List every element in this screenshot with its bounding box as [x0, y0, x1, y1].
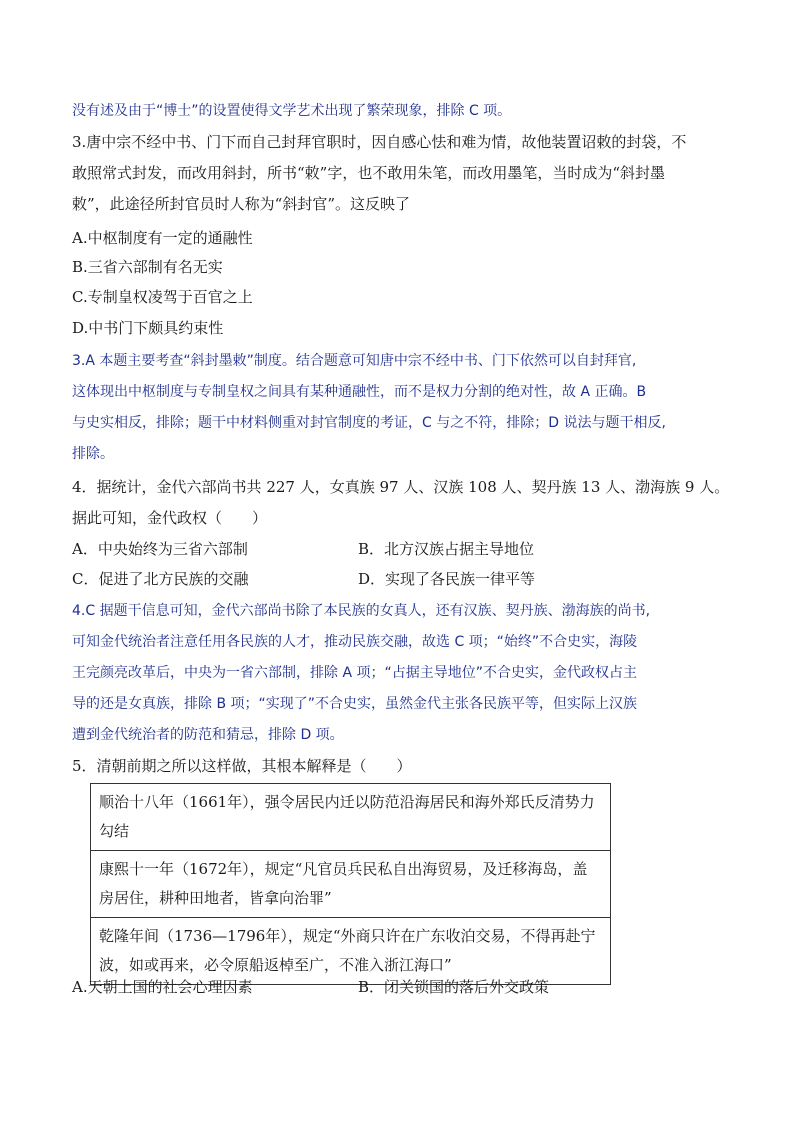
q4-option-b: B．北方汉族占据主导地位 [358, 540, 535, 558]
q4-option-d: D．实现了各民族一律平等 [358, 570, 536, 588]
q4-answer-line-3: 王完颜亮改革后，中央为一省六部制，排除 A 项；“占据主导地位”不合史实，金代政权占主 [72, 665, 637, 681]
q3-answer-line-3: 与史实相反，排除；题干中材料侧重对封官制度的考证，C 与之不符，排除；D 说法与题干相反, [72, 415, 666, 431]
q3-option-b: B.三省六部制有名无实 [72, 258, 223, 276]
q3-answer-line-2: 这体现出中枢制度与专制皇权之间具有某种通融性，而不是权力分割的绝对性，故 A 正确。B [72, 384, 647, 400]
q5-material-table [90, 783, 611, 985]
q4-options-row-2 [72, 568, 752, 590]
q5-options-row-1 [72, 976, 752, 998]
q5-table-cell-2: 康熙十一年（1672年），规定“凡官员兵民私自出海贸易，及迁移海岛，盖房居住，耕种田地者，皆拿向治罪” [91, 851, 611, 918]
table-row [91, 851, 611, 918]
q4-stem-line-2: 据此可知，金代政权（ ） [72, 509, 268, 527]
table-row [91, 784, 611, 851]
q3-stem-line-3: 敕”，此途径所封官员时人称为“斜封官”。这反映了 [72, 195, 411, 213]
q4-option-a: A．中央始终为三省六部制 [72, 540, 248, 558]
q5-stem: 5．清朝前期之所以这样做，其根本解释是（ ） [72, 757, 412, 775]
q4-options-row-1 [72, 538, 752, 560]
q3-stem-line-2: 敢照常式封发，而改用斜封，所书“敕”字，也不敢用朱笔，而改用墨笔，当时成为“斜封墨 [72, 164, 666, 182]
q3-stem-line-1: 3.唐中宗不经中书、门下而自己封拜官职时，因自感心怯和难为情，故他装置诏敕的封袋，不 [72, 133, 687, 151]
q3-option-a: A.中枢制度有一定的通融性 [72, 229, 253, 247]
q5-option-a: A.天朝上国的社会心理因素 [72, 978, 253, 996]
q4-answer-line-4: 导的还是女真族，排除 B 项；“实现了”不合史实，虽然金代主张各民族平等，但实际上汉族 [72, 696, 638, 712]
q3-answer-line-1: 3.A 本题主要考查“斜封墨敕”制度。结合题意可知唐中宗不经中书、门下依然可以自封拜官, [72, 353, 637, 369]
prev-answer-tail: 没有述及由于“博士”的设置使得文学艺术出现了繁荣现象，排除 C 项。 [72, 103, 512, 119]
q3-answer-line-4: 排除。 [72, 446, 114, 462]
q5-table-cell-3: 乾隆年间（1736—1796年），规定“外商只许在广东收泊交易，不得再赴宁波，如或再来，必令原船返棹至广，不准入浙江海口” [91, 918, 611, 985]
q4-stem-line-1: 4．据统计，金代六部尚书共 227 人，女真族 97 人、汉族 108 人、契丹族 13 人、渤海族 9 人。 [72, 478, 730, 496]
q3-option-c: C.专制皇权凌驾于百官之上 [72, 288, 253, 306]
q3-option-d: D.中书门下颇具约束性 [72, 319, 224, 337]
table-row [91, 918, 611, 985]
q5-table-cell-1: 顺治十八年（1661年），强令居民内迁以防范沿海居民和海外郑氏反清势力勾结 [91, 784, 611, 851]
q5-option-b: B．闭关锁国的落后外交政策 [358, 978, 550, 996]
q4-option-c: C．促进了北方民族的交融 [72, 570, 249, 588]
q4-answer-line-5: 遭到金代统治者的防范和猜忌，排除 D 项。 [72, 727, 344, 743]
q4-answer-line-1: 4.C 据题干信息可知，金代六部尚书除了本民族的女真人，还有汉族、契丹族、渤海族的尚书, [72, 603, 651, 619]
q4-answer-line-2: 可知金代统治者注意任用各民族的人才，推动民族交融，故选 C 项；“始终”不合史实，海陵 [72, 634, 638, 650]
